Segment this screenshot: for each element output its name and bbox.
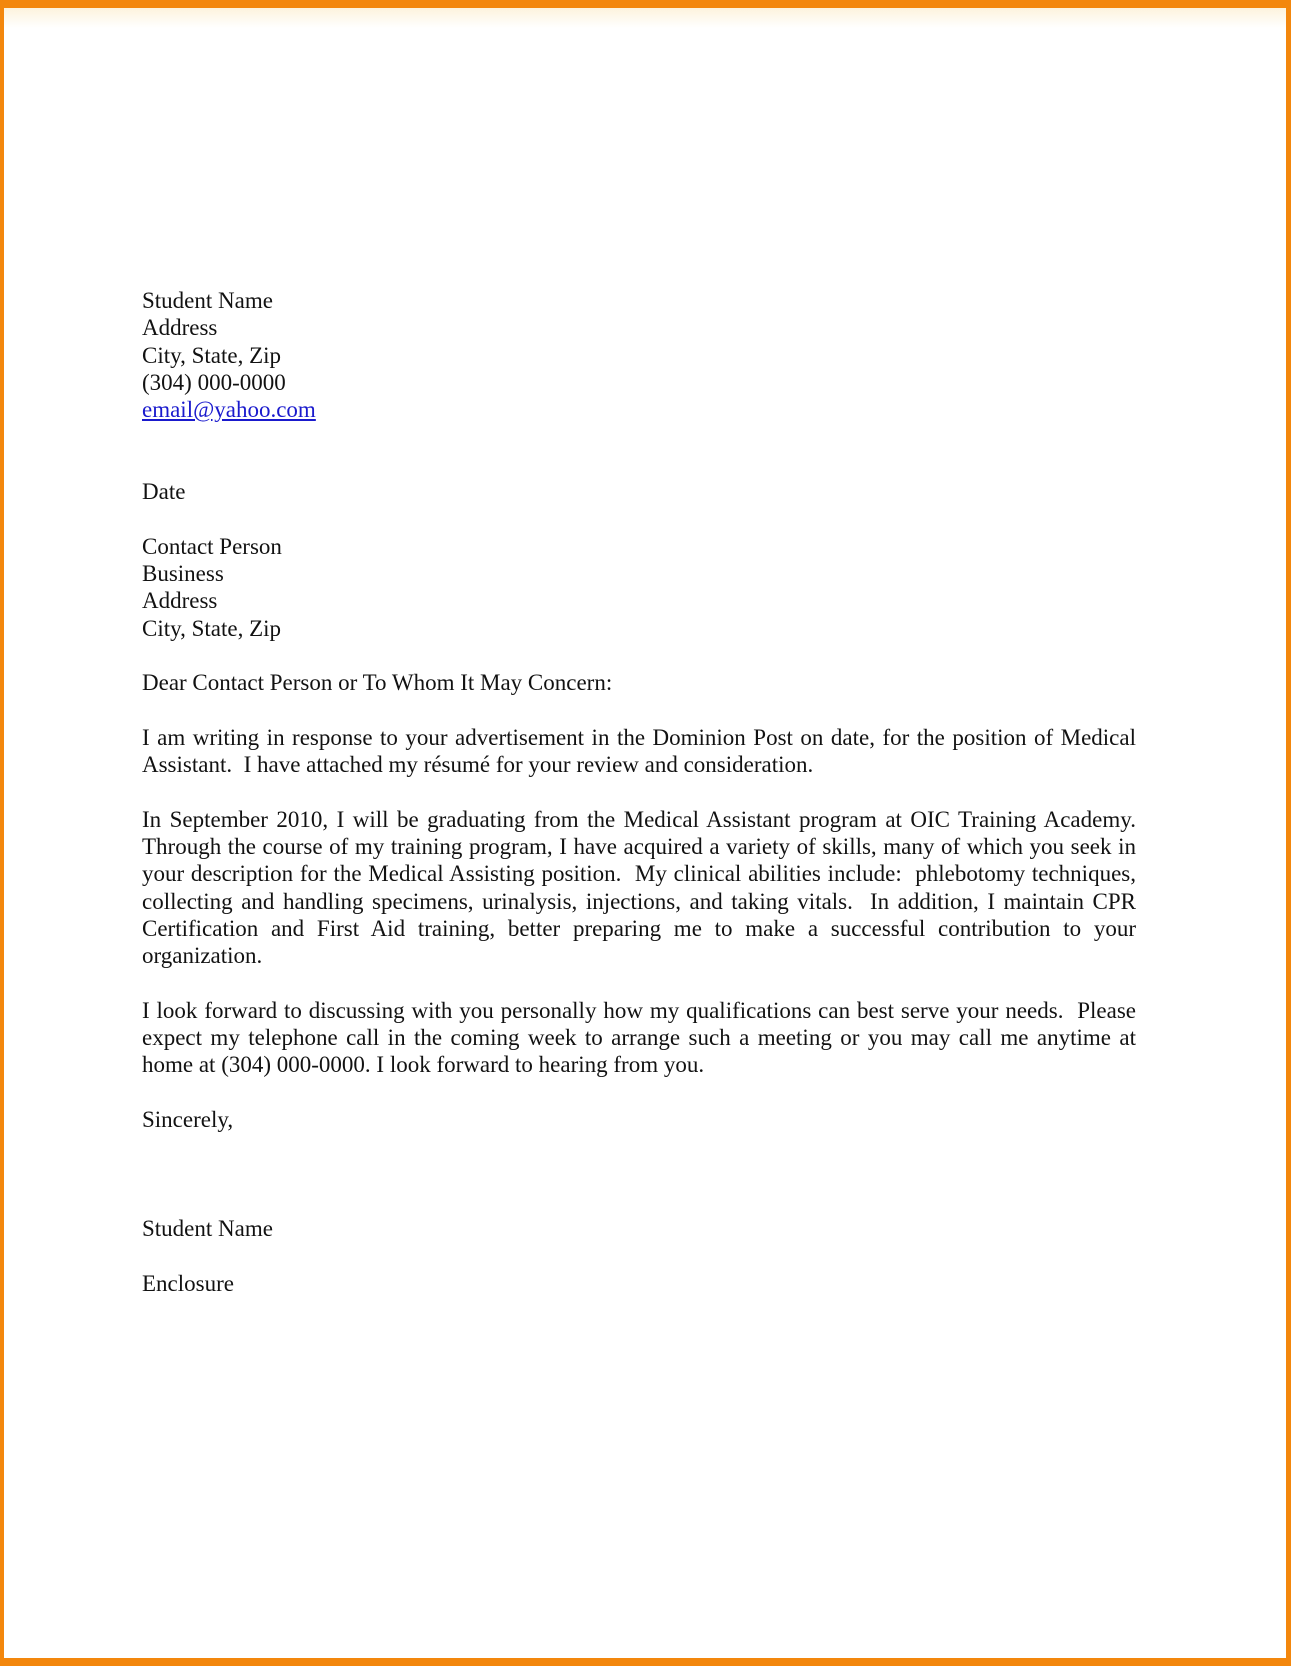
recipient-address: Address [142,588,218,614]
recipient-business: Business [142,560,224,586]
sender-block [142,287,1136,423]
letter-content [4,8,1286,1297]
date-line: Date [142,479,186,505]
body-paragraph-1: I am writing in response to your advertisement in the Dominion Post on date, for the position of Medical Assistant. I have attached my résumé for your review and consideration. [142,724,1141,778]
sender-address: Address [142,315,218,341]
recipient-block [142,533,1136,642]
email-link[interactable]: email@yahoo.com [142,397,316,423]
body-paragraph-3: I look forward to discussing with you personally how my qualifications can best serve your needs. Please expect my telephone call in the coming week to arrange such a meeting or you may call me anytime at home at (304) 000-0000. I look forward to hearing from you. [142,997,1142,1078]
sender-name: Student Name [142,288,273,313]
recipient-contact-person: Contact Person [142,533,282,559]
sender-phone: (304) 000-0000 [142,369,286,395]
body-paragraph-2: In September 2010, I will be graduating from the Medical Assistant program at OIC Training Academy. Through the course of my training program, I have acquired a variety of skills, many of which you seek in your description for the Medical Assisting position. My clinical abilities include: phlebotomy techniques, collecting and handling specimens, urinalysis, injections, and taking vitals. In addition, I maintain CPR Certification and First Aid training, better preparing me to make a successful contribution to your organization. [142,806,1154,969]
signature-name: Student Name [142,1216,273,1242]
enclosure-label: Enclosure [142,1270,234,1296]
closing: Sincerely, [142,1106,234,1132]
recipient-city-state-zip: City, State, Zip [142,615,282,641]
sender-email-line [142,396,1136,423]
sender-city-state-zip: City, State, Zip [142,342,282,368]
salutation: Dear Contact Person or To Whom It May Concern: [142,670,613,696]
